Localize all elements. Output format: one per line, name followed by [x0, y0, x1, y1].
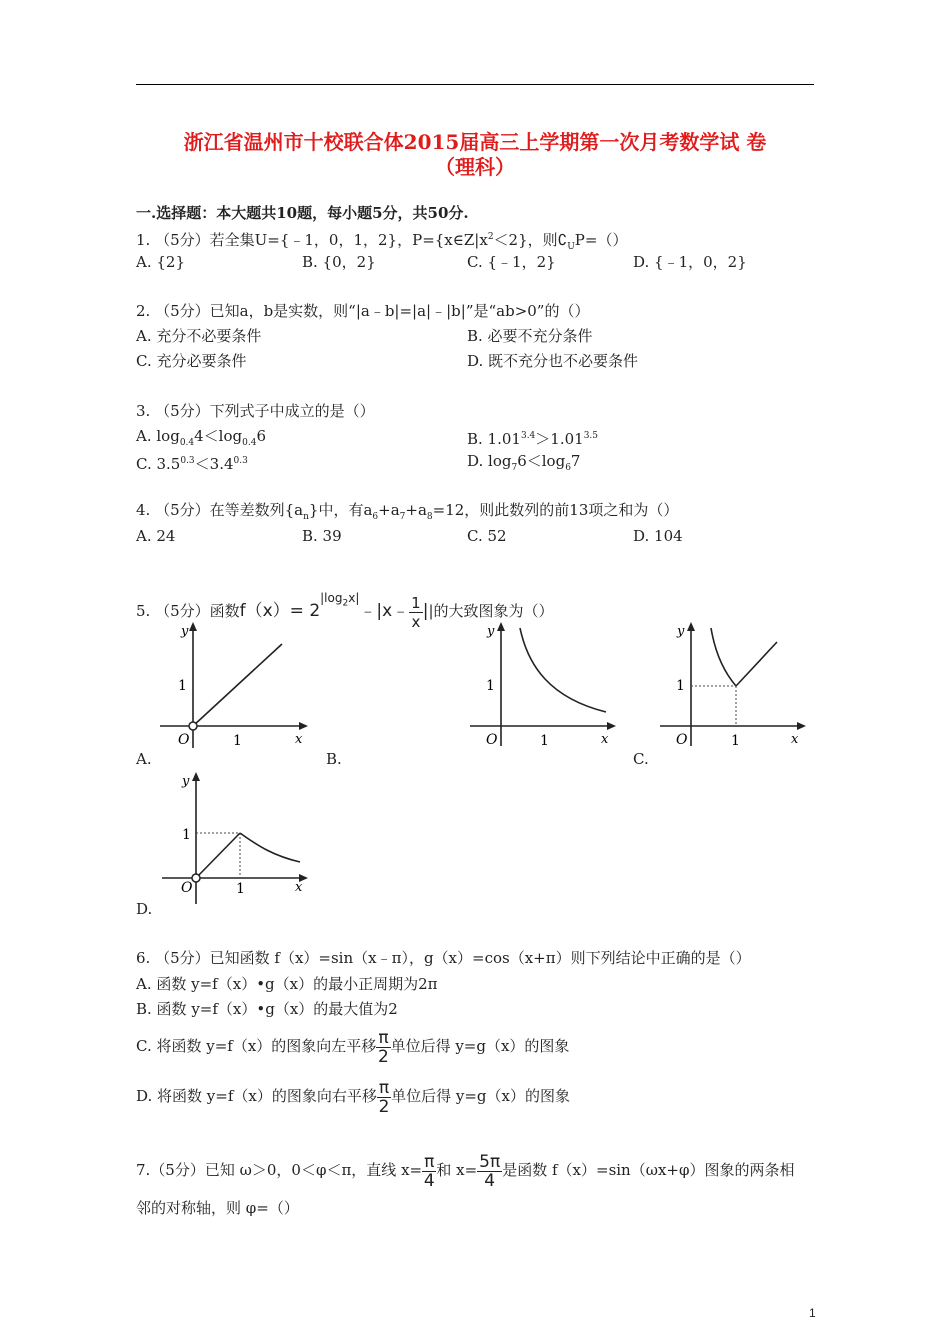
question-4-stem: 4. （5分）在等差数列$\{a_n\}$中，有$a_6+a_7+a_8=12$，则此数列的前13项之和为（）: [136, 501, 679, 522]
q5-option-a: A.: [136, 750, 152, 768]
q3-option-d: D. $\log_76<\log_67$: [467, 452, 581, 473]
q2-option-b: B. 必要不充分条件: [467, 327, 593, 345]
question-3-stem: 3. （5分）下列式子中成立的是（）: [136, 402, 375, 420]
question-5-stem: 5. （5分）函数$f(x)= 2^{|log_2x|}﹣|x﹣$ $\frac{1}{x}$ ||的大致图象为（）: [136, 591, 554, 631]
q1-option-a: A. {2}: [136, 253, 185, 271]
q5-option-c: C.: [633, 750, 649, 768]
graph-d-one-y: 1: [182, 827, 191, 843]
graph-b-origin: O: [486, 732, 498, 748]
graph-c-y-label: y: [677, 624, 685, 639]
graph-c-one-y: 1: [676, 678, 685, 694]
question-7-stem-line2: 邻的对称轴，则 φ=（）: [136, 1199, 299, 1217]
graph-a-origin: O: [178, 732, 190, 748]
q2-option-a: A. 充分不必要条件: [136, 327, 262, 345]
graph-a-x-label: x: [295, 732, 303, 747]
graph-a: [160, 618, 310, 753]
q3-option-a: A. $\log_{0.4}4<\log_{0.4}6$: [136, 427, 266, 448]
exam-title: 浙江省温州市十校联合体2015届高三上学期第一次月考数学试 卷: [183, 130, 767, 154]
q6-option-c: C. 将函数 y=f（x）的图象向左平移 $\frac{\pi}{2}$ 单位后得 y=g（x）的图象: [136, 1027, 570, 1067]
graph-c-x-label: x: [791, 732, 799, 747]
header-rule: [136, 84, 814, 85]
q5-option-d: D.: [136, 900, 153, 918]
q4-option-a: A. 24: [136, 527, 176, 545]
q1-option-d: D. {﹣1，0，2}: [633, 253, 747, 271]
graph-c: [660, 618, 810, 753]
graph-d-one-x: 1: [236, 881, 245, 897]
q4-option-b: B. 39: [302, 527, 342, 545]
q4-option-d: D. 104: [633, 527, 683, 545]
q2-option-c: C. 充分必要条件: [136, 352, 247, 370]
q2-option-d: D. 既不充分也不必要条件: [467, 352, 639, 370]
graph-b: [470, 618, 620, 753]
graph-a-y-label: y: [181, 624, 189, 639]
graph-d-y-label: y: [182, 774, 190, 789]
q4-option-c: C. 52: [467, 527, 507, 545]
graph-a-one-x: 1: [233, 733, 242, 749]
graph-d-origin: O: [181, 880, 193, 896]
graph-d-x-label: x: [295, 880, 303, 895]
q6-option-d: D. 将函数 y=f（x）的图象向右平移 $\frac{\pi}{2}$ 单位后得 y=g（x）的图象: [136, 1077, 570, 1117]
question-2-stem: 2. （5分）已知a，b是实数，则“|a﹣b|=|a|﹣|b|”是“ab>0”的（）: [136, 302, 590, 320]
question-1-stem: 1. （5分）若全集U={﹣1，0，1，2}，$P=\{x\in Z|x^2<2\}$，则$∁_UP=()$: [136, 231, 628, 252]
graph-a-one-y: 1: [178, 678, 187, 694]
exam-subtitle: （理科）: [435, 155, 515, 179]
graph-c-origin: O: [676, 732, 688, 748]
graph-b-one-y: 1: [486, 678, 495, 694]
q1-option-c: C. {﹣1，2}: [467, 253, 556, 271]
q1-option-b: B. {0，2}: [302, 253, 376, 271]
graph-b-y-label: y: [487, 624, 495, 639]
q6-option-a: A. 函数 y=f（x）•g（x）的最小正周期为2π: [136, 975, 438, 993]
page-number: 1: [809, 1306, 816, 1320]
q5-option-b: B.: [326, 750, 342, 768]
graph-b-x-label: x: [601, 732, 609, 747]
question-7-stem: 7.（5分）已知 ω＞0，0＜φ＜π，直线 x= $\frac{\pi}{4}$ 和 x= $\frac{5\pi}{4}$ 是函数 f（x）=sin（ωx+φ）图象的两条相: [136, 1151, 795, 1191]
q3-option-b: B. $1.01^{3.4}>1.01^{3.5}$: [467, 430, 599, 448]
q6-option-b: B. 函数 y=f（x）•g（x）的最大值为2: [136, 1000, 398, 1018]
graph-c-one-x: 1: [731, 733, 740, 749]
graph-d: [162, 768, 312, 908]
graph-b-one-x: 1: [540, 733, 549, 749]
question-6-stem: 6. （5分）已知函数 f（x）=sin（x﹣π），g（x）=cos（x+π）则下列结论中正确的是（）: [136, 949, 751, 967]
section-heading: 一.选择题：本大题共10题，每小题5分，共50分.: [136, 204, 469, 222]
q3-option-c: C. $3.5^{0.3}<3.4^{0.3}$: [136, 455, 248, 473]
